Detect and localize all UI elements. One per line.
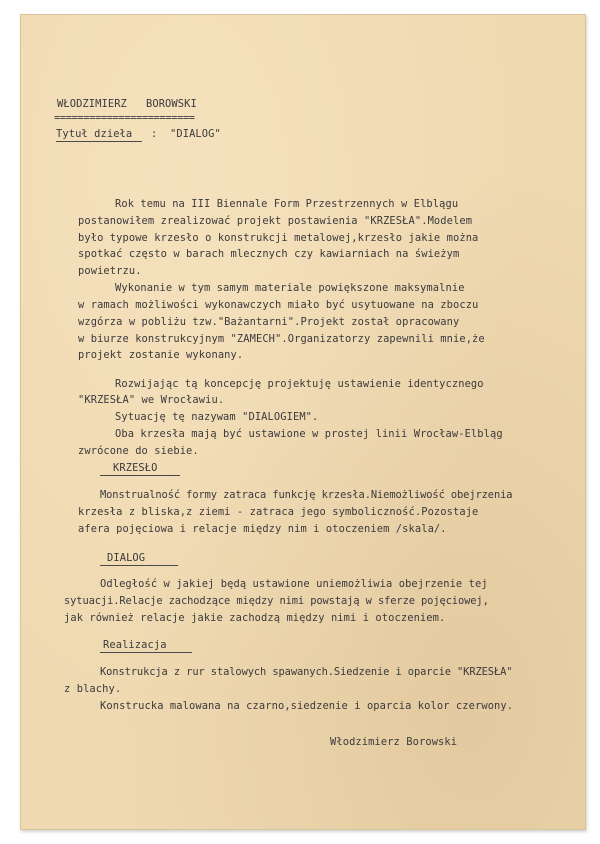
p2-line-2: w ramach możliwości wykonawczych miało być usytuowane na zboczu <box>78 299 479 311</box>
p2-line-1: Wykonanie w tym samym materiale powiększone maksymalnie <box>115 282 465 294</box>
p2-line-4: w biurze konstrukcyjnym "ZAMECH".Organizatorzy zapewnili mnie,że <box>78 333 485 345</box>
title-underline <box>56 141 142 142</box>
section-underline-realizacja <box>100 652 192 653</box>
section-underline-dialog <box>100 565 178 566</box>
realizacja-line-3: Konstrucka malowana na czarno,siedzenie i oparcia kolor czerwony. <box>100 700 514 712</box>
dialog-line-2: sytuacji.Relacje zachodzące między nimi powstają w sferze pojęciowej, <box>64 595 489 607</box>
p2-line-3: wzgórza w pobliżu tzw."Bażantarni".Projekt został opracowany <box>78 316 460 328</box>
p1-line-2: postanowiłem zrealizować projekt postawienia "KRZESŁA".Modelem <box>78 215 473 227</box>
p3-line-5: zwrócone do siebie. <box>78 445 199 457</box>
author-name: WŁODZIMIERZ BOROWSKI <box>57 98 197 110</box>
document-page <box>20 14 586 830</box>
krzeslo-line-3: afera pojęciowa i relacje między nim i otoczeniem /skala/. <box>78 523 447 535</box>
section-heading-krzeslo: KRZESŁO <box>113 462 158 474</box>
section-underline-krzeslo <box>100 475 180 476</box>
title-value: "DIALOG" <box>170 128 221 140</box>
p3-line-3: Sytuację tę nazywam "DIALOGIEM". <box>115 411 319 423</box>
p3-line-4: Oba krzesła mają być ustawione w prostej linii Wrocław-Elbląg <box>115 428 503 440</box>
krzeslo-line-2: krzesła z bliska,z ziemi - zatraca jego symboliczność.Pozostaje <box>78 506 479 518</box>
p1-line-3: było typowe krzesło o konstrukcji metalowej,krzesło jakie można <box>78 232 479 244</box>
p1-line-4: spotkać często w barach mlecznych czy kawiarniach na świeżym <box>78 248 460 260</box>
p3-line-2: "KRZESŁA" we Wrocławiu. <box>78 394 225 406</box>
p1-line-1: Rok temu na III Biennale Form Przestrzennych w Elblągu <box>115 198 459 210</box>
realizacja-line-2: z blachy. <box>64 683 122 695</box>
krzeslo-line-1: Monstrualność formy zatraca funkcję krzesła.Niemożliwość obejrzenia <box>100 489 513 501</box>
header-rule: ======================== <box>54 112 195 124</box>
title-label: Tytuł dzieła <box>56 128 133 140</box>
section-heading-realizacja: Realizacja <box>103 639 167 651</box>
signature: Włodzimierz Borowski <box>330 736 458 748</box>
realizacja-line-1: Konstrukcja z rur stalowych spawanych.Siedzenie i oparcie "KRZESŁA" <box>100 666 513 678</box>
p1-line-5: powietrzu. <box>78 265 142 277</box>
dialog-line-1: Odległość w jakiej będą ustawione uniemożliwia obejrzenie tej <box>100 578 488 590</box>
dialog-line-3: jak również relacje jakie zachodzą między nimi i otoczeniem. <box>64 612 446 624</box>
p2-line-5: projekt zostanie wykonany. <box>78 349 244 361</box>
p3-line-1: Rozwijając tą koncepcję projektuję ustawienie identycznego <box>115 378 484 390</box>
title-separator: : <box>151 128 158 140</box>
section-heading-dialog: DIALOG <box>107 552 146 564</box>
